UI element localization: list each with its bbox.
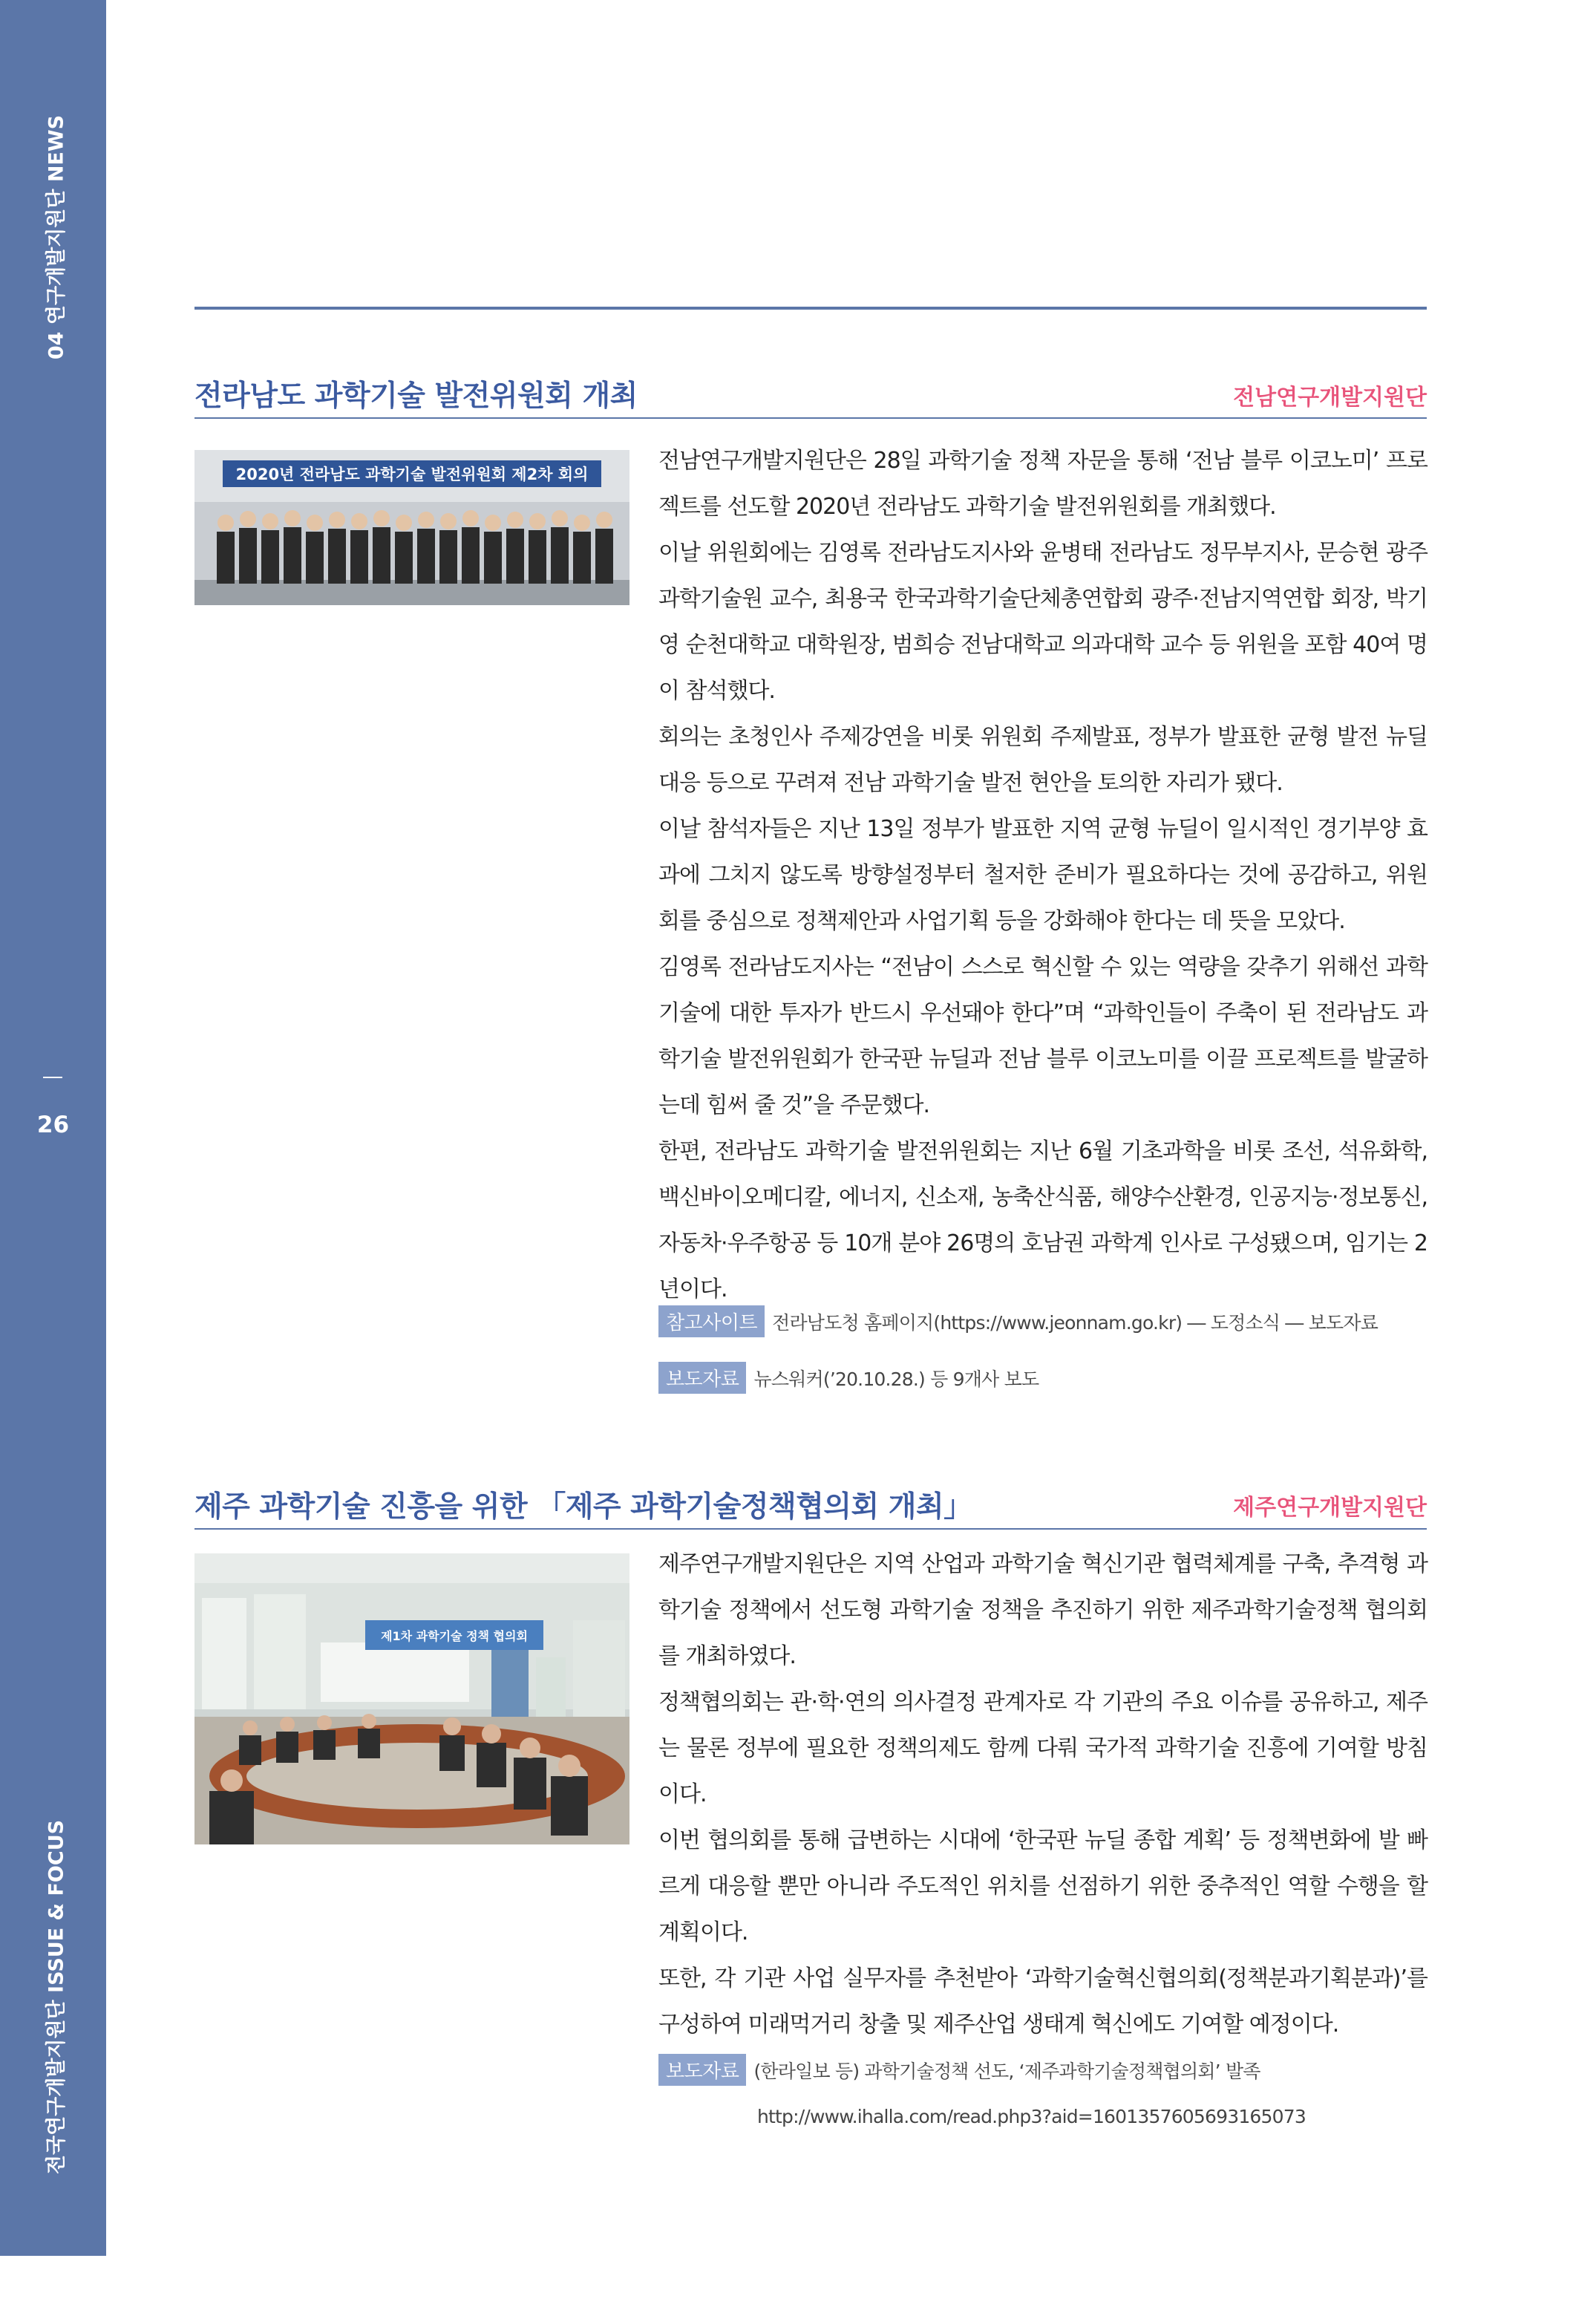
article2-paragraph-1: 제주연구개발지원단은 지역 산업과 과학기술 혁신기관 협력체계를 구축, 추격형 과학기술 정책에서 선도형 과학기술 정책을 추진하기 위한 제주과학기술정책 협의회를 개최하였다. — [658, 1551, 1427, 1669]
article2-paragraph-3: 이번 협의회를 통해 급변하는 시대에 ‘한국판 뉴딜 종합 계획’ 등 정책변화에 발 빠르게 대응할 뿐만 아니라 주도적인 위치를 선점하기 위한 중추적인 역할 수행을 할 계획이다. — [658, 1827, 1427, 1945]
article1-paragraph-6: 한편, 전라남도 과학기술 발전위원회는 지난 6월 기초과학을 비롯 조선, 석유화학, 백신바이오메디칼, 에너지, 신소재, 농축산식품, 해양수산환경, 인공지능·정보통신, 자동차·우주항공 등 10개 분야 26명의 호남권 과학계 인사로 구성됐으며, 임기는 2년이다. — [658, 1138, 1427, 1302]
article2-divider — [194, 1528, 1427, 1530]
article2-paragraph-2: 정책협의회는 관·학·연의 의사결정 관계자로 각 기관의 주요 이슈를 공유하고, 제주는 물론 정부에 필요한 정책의제도 함께 다뤄 국가적 과학기술 진흥에 기여할 방침이다. — [658, 1689, 1427, 1807]
article2-title: 제주 과학기술 진흥을 위한 「제주 과학기술정책협의회 개최」 — [194, 1490, 972, 1524]
article2-paragraph-4: 또한, 각 기관 사업 실무자를 추천받아 ‘과학기술혁신협의회(정책분과기획분과)’를 구성하여 미래먹거리 창출 및 제주산업 생태계 혁신에도 기여할 예정이다. — [658, 1965, 1427, 2038]
article1-divider — [194, 417, 1427, 419]
ref-tag-press-2: 보도자료 — [658, 2054, 746, 2086]
ref-text-site: 전라남도청 홈페이지(https://www.jeonnam.go.kr) ― 도정소식 ― 보도자료 — [772, 1312, 1378, 1334]
section-label: 04 연구개발지원단 NEWS — [45, 114, 68, 360]
ref-tag-press: 보도자료 — [658, 1362, 746, 1394]
series-label: 전국연구개발지원단 ISSUE & FOCUS — [45, 1819, 68, 2175]
article1-paragraph-2: 이날 위원회에는 김영록 전라남도지사와 윤병태 전라남도 정무부지사, 문승현 광주과학기술원 교수, 최용국 한국과학기술단체총연합회 광주·전남지역연합 회장, 박기영 순천대학교 대학원장, 범희승 전남대학교 의과대학 교수 등 위원을 포함 40여 명이 참석했다. — [658, 540, 1427, 704]
article2-body — [658, 1542, 1427, 2048]
ref-text-press-2: (한라일보 등) 과학기술정책 선도, ‘제주과학기술정책협의회’ 발족 — [753, 2061, 1260, 2082]
article1-paragraph-3: 회의는 초청인사 주제강연을 비롯 위원회 주제발표, 정부가 발표한 균형 발전 뉴딜 대응 등으로 꾸려져 전남 과학기술 발전 현안을 토의한 자리가 됐다. — [658, 724, 1427, 796]
article1-body — [658, 438, 1427, 1313]
article2-ref-press — [658, 2054, 1260, 2086]
article2-photo — [194, 1553, 629, 1844]
ref-tag-site: 참고사이트 — [658, 1305, 765, 1337]
article1-org: 전남연구개발지원단 — [1233, 385, 1427, 411]
article2-photo-banner: 제1차 과학기술 정책 협의회 — [381, 1629, 528, 1643]
article1-ref-press — [658, 1362, 1039, 1394]
ref-text-press: 뉴스워커(’20.10.28.) 등 9개사 보도 — [753, 1368, 1039, 1390]
article1-paragraph-5: 김영록 전라남도지사는 “전남이 스스로 혁신할 수 있는 역량을 갖추기 위해선 과학기술에 대한 투자가 반드시 우선돼야 한다”며 “과학인들이 주축이 된 전라남도 과학기술 발전위원회가 한국판 뉴딜과 전남 블루 이코노미를 이끌 프로젝트를 발굴하는데 힘써 줄 것”을 주문했다. — [658, 954, 1427, 1118]
article2-ref-url: http://www.ihalla.com/read.php3?aid=1601357605693165073 — [757, 2106, 1306, 2127]
article1-paragraph-1: 전남연구개발지원단은 28일 과학기술 정책 자문을 통해 ‘전남 블루 이코노미’ 프로젝트를 선도할 2020년 전라남도 과학기술 발전위원회를 개최했다. — [658, 448, 1427, 520]
page-number: 26 — [36, 1112, 70, 1138]
article1-paragraph-4: 이날 참석자들은 지난 13일 정부가 발표한 지역 균형 뉴딜이 일시적인 경기부양 효과에 그치지 않도록 방향설정부터 철저한 준비가 필요하다는 것에 공감하고, 위원회를 중심으로 정책제안과 사업기획 등을 강화해야 한다는 데 뜻을 모았다. — [658, 816, 1427, 934]
article2-org: 제주연구개발지원단 — [1233, 1495, 1427, 1521]
page-number-tick — [43, 1077, 62, 1078]
top-divider — [194, 307, 1427, 310]
article1-photo-banner: 2020년 전라남도 과학기술 발전위원회 제2차 회의 — [235, 466, 589, 483]
article1-title: 전라남도 과학기술 발전위원회 개최 — [194, 379, 638, 413]
article1-ref-site — [658, 1305, 1378, 1337]
article1-photo — [194, 450, 629, 605]
